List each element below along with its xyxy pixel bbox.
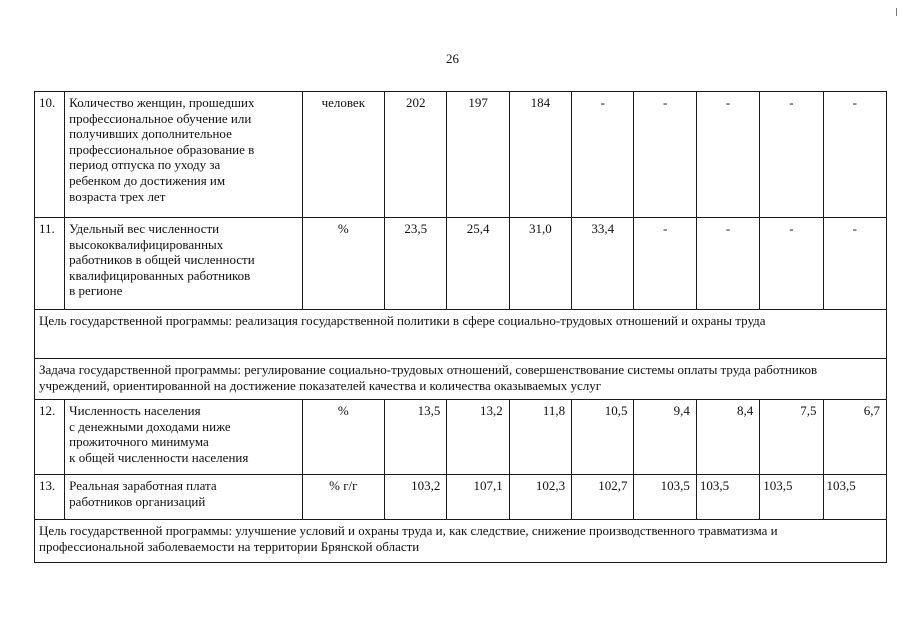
value-cell: - (572, 92, 634, 218)
value-cell: 13,5 (385, 400, 447, 475)
value-cell: 7,5 (760, 400, 823, 475)
program-task: Задача государственной программы: регулирование социально-трудовых отношений, совершенствование системы оплаты труда работников учреждений, ориентированной на достижение показателей качества и количества оказываемых услуг (35, 359, 887, 400)
unit-cell: человек (302, 92, 384, 218)
value-cell: 13,2 (447, 400, 509, 475)
value-cell: 6,7 (823, 400, 886, 475)
value-cell: - (696, 218, 759, 310)
value-cell: 25,4 (447, 218, 509, 310)
goal-row (35, 310, 887, 359)
value-cell: - (823, 92, 886, 218)
unit-cell: % (302, 400, 384, 475)
value-cell: 103,5 (634, 475, 696, 520)
value-cell: 103,5 (823, 475, 886, 520)
table-row (35, 218, 887, 310)
program-goal: Цель государственной программы: реализация государственной политики в сфере социально-трудовых отношений и охраны труда (35, 310, 887, 359)
row-number: 12. (35, 400, 65, 475)
value-cell: - (823, 218, 886, 310)
value-cell: 102,7 (572, 475, 634, 520)
value-cell: 103,2 (385, 475, 447, 520)
value-cell: - (696, 92, 759, 218)
indicator-name: Удельный вес численности высококвалифицированных работников в общей численности квалифицированных работников в регионе (65, 218, 302, 310)
task-row (35, 359, 887, 400)
indicators-table (34, 91, 887, 563)
table-row (35, 92, 887, 218)
page-number: 26 (446, 51, 459, 66)
goal-row (35, 520, 887, 563)
program-goal: Цель государственной программы: улучшение условий и охраны труда и, как следствие, снижение производственного травматизма и профессиональной заболеваемости на территории Брянской области (35, 520, 887, 563)
value-cell: 103,5 (696, 475, 759, 520)
unit-cell: % (302, 218, 384, 310)
value-cell: 184 (509, 92, 571, 218)
value-cell: 102,3 (509, 475, 571, 520)
table-row (35, 400, 887, 475)
value-cell: 8,4 (696, 400, 759, 475)
value-cell: - (760, 218, 823, 310)
value-cell: - (634, 218, 696, 310)
value-cell: 202 (385, 92, 447, 218)
value-cell: 33,4 (572, 218, 634, 310)
row-number: 11. (35, 218, 65, 310)
value-cell: 103,5 (760, 475, 823, 520)
indicator-name: Реальная заработная плата работников организаций (65, 475, 302, 520)
value-cell: - (634, 92, 696, 218)
scan-edge-mark (896, 8, 897, 16)
indicator-name: Численность населения с денежными доходами ниже прожиточного минимума к общей численности населения (65, 400, 302, 475)
row-number: 13. (35, 475, 65, 520)
value-cell: 31,0 (509, 218, 571, 310)
value-cell: 11,8 (509, 400, 571, 475)
value-cell: 23,5 (385, 218, 447, 310)
value-cell: 197 (447, 92, 509, 218)
row-number: 10. (35, 92, 65, 218)
indicator-name: Количество женщин, прошедших профессиональное обучение или получивших дополнительное профессиональное образование в период отпуска по уходу за ребенком до достижения им возраста трех лет (65, 92, 302, 218)
value-cell: 10,5 (572, 400, 634, 475)
value-cell: 107,1 (447, 475, 509, 520)
value-cell: 9,4 (634, 400, 696, 475)
table-row (35, 475, 887, 520)
unit-cell: % г/г (302, 475, 384, 520)
value-cell: - (760, 92, 823, 218)
